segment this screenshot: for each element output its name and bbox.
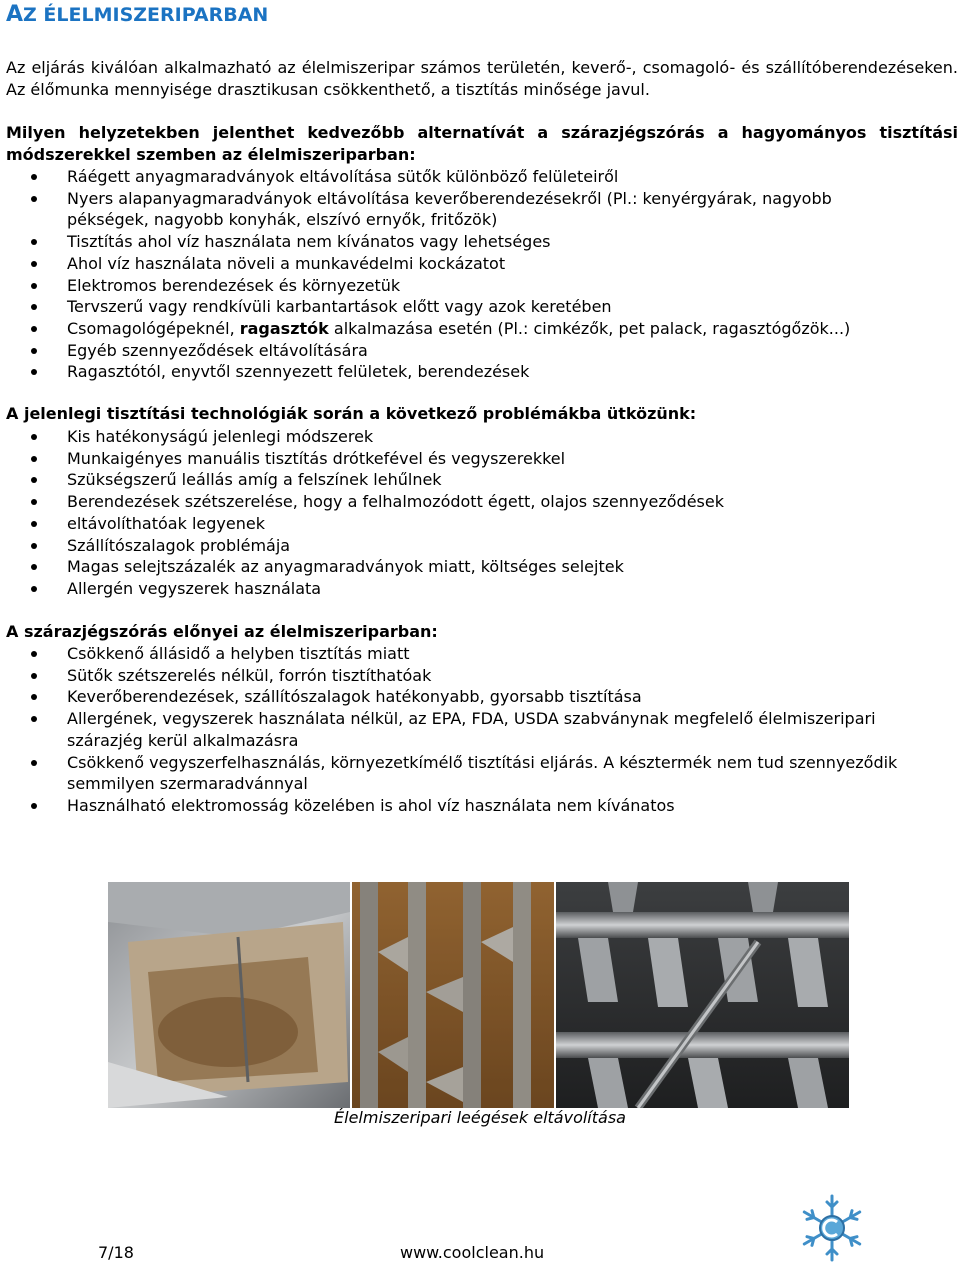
tank-photo <box>108 882 350 1108</box>
list-item: Ragasztótól, enyvtől szennyezett felületek, berendezések <box>0 361 958 383</box>
list-item: Magas selejtszázalék az anyagmaradványok miatt, költséges selejtek <box>0 556 958 578</box>
list-item: Egyéb szennyeződések eltávolítására <box>0 340 958 362</box>
section2-list <box>0 426 958 600</box>
mixer-shafts-photo <box>556 882 849 1108</box>
intro-paragraph: Az eljárás kiválóan alkalmazható az élelmiszeripar számos területén, keverő-, csomagoló- és szállítóberendezéseken. Az élőmunka mennyisége drasztikusan csökkenthető, a tisztítás minősége javul. <box>6 58 958 99</box>
list-item-continuation: szárazjég kerül alkalmazásra <box>67 730 299 750</box>
list-item: eltávolíthatóak legyenek <box>0 513 958 535</box>
list-item: Nyers alapanyagmaradványok eltávolítása keverőberendezésekről (Pl.: kenyérgyárak, nagyobb <box>0 188 958 210</box>
photo-caption: Élelmiszeripari leégések eltávolítása <box>334 1108 626 1127</box>
list-item <box>0 318 958 340</box>
list-item: Allergének, vegyszerek használata nélkül, az EPA, FDA, USDA szabványnak megfelelő élelmiszeripari <box>0 708 958 730</box>
list-item: Csökkenő vegyszerfelhasználás, környezetkímélő tisztítási eljárás. A késztermék nem tud szennyeződik <box>0 752 958 774</box>
list-item: Tervszerű vagy rendkívüli karbantartások előtt vagy azok keretében <box>0 296 958 318</box>
section1-list <box>0 166 958 383</box>
list-item: Sütők szétszerelés nélkül, forrón tisztíthatóak <box>0 665 958 687</box>
list-item: Ráégett anyagmaradványok eltávolítása sütők különböző felületeiről <box>0 166 958 188</box>
title-initial: A <box>6 2 24 27</box>
list-item: Elektromos berendezések és környezetük <box>0 275 958 297</box>
list-item-text: alkalmazása esetén (Pl.: cimkézők, pet palack, ragasztógőzök...) <box>328 318 851 338</box>
list-item: Munkaigényes manuális tisztítás drótkefével és vegyszerekkel <box>0 448 958 470</box>
title-rest: Z ÉLELMISZERIPARBAN <box>23 4 269 26</box>
list-item-continuation: pékségek, nagyobb konyhák, elszívó ernyők, fritőzök) <box>67 210 498 230</box>
list-item: Kis hatékonyságú jelenlegi módszerek <box>0 426 958 448</box>
list-item: Szükségszerű leállás amíg a felszínek lehűlnek <box>0 469 958 491</box>
page-title <box>6 2 268 27</box>
list-item-text: Csomagológépeknél, <box>67 318 240 338</box>
section2-heading: A jelenlegi tisztítási technológiák során a következő problémákba ütközünk: <box>6 404 697 423</box>
list-item: Keverőberendezések, szállítószalagok hatékonyabb, gyorsabb tisztítása <box>0 686 958 708</box>
list-item: Csökkenő állásidő a helyben tisztítás miatt <box>0 643 958 665</box>
list-item: Berendezések szétszerelése, hogy a felhalmozódott égett, olajos szennyeződések <box>0 491 958 513</box>
list-item: Szállítószalagok problémája <box>0 535 958 557</box>
section3-heading: A szárazjégszórás előnyei az élelmiszeriparban: <box>6 622 438 641</box>
list-item: Allergén vegyszerek használata <box>0 578 958 600</box>
footer-url-link[interactable]: www.coolclean.hu <box>400 1243 545 1262</box>
mixer-blades-photo <box>352 882 554 1108</box>
page-number: 7/18 <box>98 1243 134 1262</box>
food-industry-photos <box>108 882 849 1108</box>
section1-heading: Milyen helyzetekben jelenthet kedvezőbb alternatívát a szárazjégszórás a hagyományos tisztítási módszerekkel szemben az élelmiszeriparban: <box>6 123 958 164</box>
section3-list <box>0 643 958 817</box>
list-item-bold: ragasztók <box>239 318 329 338</box>
list-item: Tisztítás ahol víz használata nem kívánatos vagy lehetséges <box>0 231 958 253</box>
list-item: Használható elektromosság közelében is ahol víz használata nem kívánatos <box>0 795 958 817</box>
snowflake-logo-icon <box>792 1193 872 1263</box>
list-item-continuation: semmilyen szermaradvánnyal <box>67 774 308 794</box>
list-item: Ahol víz használata növeli a munkavédelmi kockázatot <box>0 253 958 275</box>
